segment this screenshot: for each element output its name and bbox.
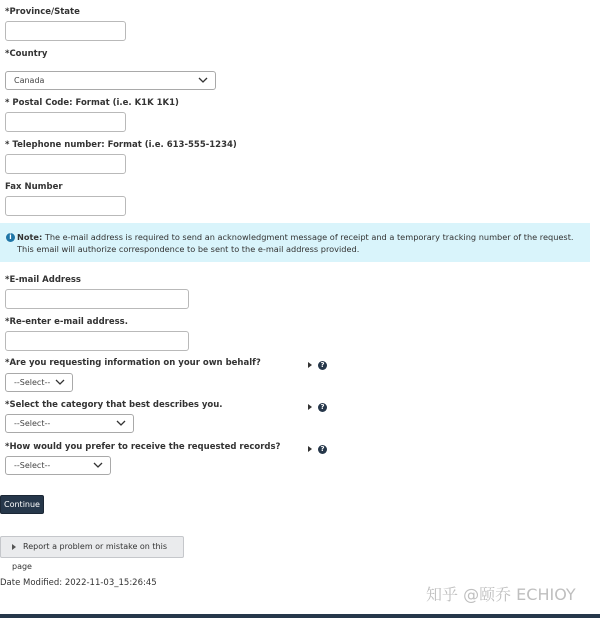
watermark: 知乎 @颐乔 ECHIOY: [426, 585, 576, 604]
expand-triangle-icon: [308, 446, 312, 452]
postal-code-label: * Postal Code: Format (i.e. K1K 1K1): [5, 98, 179, 108]
telephone-label: * Telephone number: Format (i.e. 613-555-1234): [5, 140, 237, 150]
email-label: *E-mail Address: [5, 275, 81, 285]
receive-method-select[interactable]: [5, 456, 111, 475]
own-behalf-label: *Are you requesting information on your own behalf?: [5, 358, 261, 368]
country-label: *Country: [5, 49, 48, 59]
postal-code-input[interactable]: [5, 112, 126, 132]
fax-input[interactable]: [5, 196, 126, 216]
email-input[interactable]: [5, 289, 189, 309]
province-input[interactable]: [5, 21, 126, 41]
own-behalf-selected-value: --Select--: [14, 378, 51, 387]
email-note: [0, 223, 590, 262]
note-title: Note:: [17, 232, 43, 242]
chevron-down-icon: [54, 376, 66, 388]
continue-button[interactable]: Continue: [0, 495, 44, 514]
expand-triangle-icon: [308, 404, 312, 410]
help-icon: ?: [318, 445, 327, 454]
report-problem-label: Report a problem or mistake on this page: [12, 542, 168, 571]
own-behalf-select[interactable]: [5, 373, 73, 392]
category-selected-value: --Select--: [14, 419, 51, 428]
help-icon: ?: [318, 361, 327, 370]
chevron-down-icon: [115, 417, 127, 429]
country-select[interactable]: [5, 71, 216, 90]
report-problem-button[interactable]: [0, 536, 184, 571]
email-confirm-label: *Re-enter e-mail address.: [5, 317, 128, 327]
receive-method-selected-value: --Select--: [14, 461, 51, 470]
expand-triangle-icon: [308, 362, 312, 368]
chevron-down-icon: [197, 74, 209, 86]
category-label: *Select the category that best describes you.: [5, 400, 223, 410]
help-icon: ?: [318, 403, 327, 412]
date-modified: Date Modified: 2022-11-03_15:26:45: [0, 578, 157, 588]
expand-triangle-icon: [12, 544, 16, 550]
country-selected-value: Canada: [14, 76, 45, 85]
fax-label: Fax Number: [5, 182, 63, 192]
note-text: The e-mail address is required to send an acknowledgment message of receipt and a temporary tracking number of the request. This email will authorize correspondence to be sent to the e-mail address provided.: [17, 232, 574, 254]
category-select[interactable]: [5, 414, 134, 433]
receive-method-label: *How would you prefer to receive the requested records?: [5, 442, 281, 452]
telephone-input[interactable]: [5, 154, 126, 174]
province-label: *Province/State: [5, 7, 80, 17]
info-icon: i: [6, 233, 15, 242]
chevron-down-icon: [92, 459, 104, 471]
footer-bar: [0, 614, 600, 618]
email-confirm-input[interactable]: [5, 331, 189, 351]
